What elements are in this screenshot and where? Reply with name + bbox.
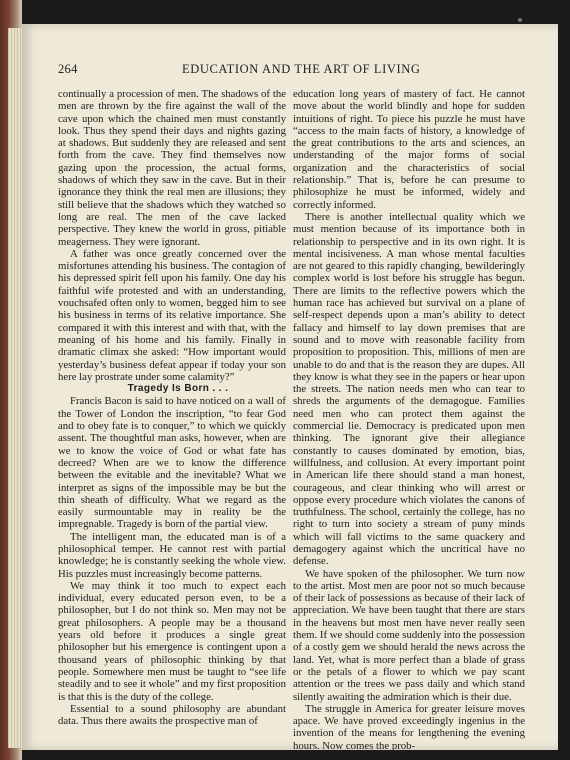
left-paragraph-1: continually a procession of men. The shadows of the men are thrown by the fire against the wall of the cave upon which the chained men must constantly look. Thus they spend their days and nights gazing at shadows. But suddenly they are released and sent forth from the cave. They find themselves now gazing upon the procession, the actual forms, shadows of which they saw in the cave. But in their ignorance they think the real men are illusions; they still believe that the shadows which they watched so long are real. The men of the cave lacked perspective. They knew the world in gross, pitiable meagerness. They were ignorant. (58, 88, 286, 248)
left-paragraph-6: Essential to a sound philosophy are abundant data. Thus there awaits the prospective man of (58, 702, 286, 728)
left-paragraph-3: Francis Bacon is said to have noticed on a wall of the Tower of London the inscription, “to fear God and to obey fate is to conquer,” to which we quickly assent. The thoughtful man asks, however, when are we to know the voice of God or what fate has decreed? When are we to know the difference between the evitable and the inevitable? What we interpret as signs of the impossible may be but the thin sheath of difficulty. What we regard as the easily surmountable may in reality be the impregnable. Tragedy is born of the partial view. (58, 395, 286, 531)
running-title: EDUCATION AND THE ART OF LIVING (182, 62, 421, 76)
page-header (22, 62, 558, 78)
page-speck (518, 18, 522, 22)
page-number: 264 (58, 62, 78, 76)
right-paragraph-4: The struggle in America for greater leisure moves apace. We have proved exceedingly ingenius in the invention of the means for lengthening the evening hours. Now comes the prob- (293, 702, 525, 752)
left-paragraph-4: The intelligent man, the educated man is of a philosophical temper. He cannot rest with partial knowledge; he is constantly seeking the whole view. His puzzles must increasingly become patterns. (58, 530, 286, 580)
section-subheading: Tragedy Is Born . . . (127, 383, 229, 395)
left-paragraph-5: We may think it too much to expect each individual, every educated person even, to be a philosopher, but I do not think so. Men may not be great philosophers. A people may be a thousand years old before it produces a single great philosopher but his emergence is contingent upon a thousand years of philosophic thinking by that people. Somewhere men must be taught to “see life steadily and to see it whole” and my first proposition is that this is the duty of the college. (58, 579, 286, 703)
right-column (293, 88, 525, 752)
right-paragraph-2: There is another intellectual quality which we must mention because of its importance both in relationship to perspective and in its own right. It is mental incisiveness. A man whose mental faculties are not geared to this rapidly changing, bewilderingly complex world is lost before his struggle has begun. There are limits to the reflective powers which the human race has achieved but survival on a plane of self-respect depends upon a man’s ability to detect fallacy and himself to lay down premises that are sound and to move with reasonable facility from proposition to proposition. This, millions of men are unable to do and that is the reason they are dupes. All they know is what they see in the papers or hear upon the streets. The nation needs men who can tear to shreds the arguments of the demagogue. Families need men who can protect them against the commercial lie. Democracy is predicated upon men thinking. The ignorant give their allegiance constantly to causes dominated by emotion, bias, willfulness, and collusion. At every important point in American life there should stand a man honest, courageous, and clear thinking who will arrest or oppose every procedure which violates the canons of truthfulness. The school, certainly the college, has no right to turn into society a stream of puny minds which will fall victims to the same quackery and demagogery against which the uncritical have no defense. (293, 210, 525, 568)
right-paragraph-1: education long years of mastery of fact. He cannot move about the world blindly and hope for sudden intuitions of right. To piece his puzzle he must have “access to the main facts of history, a knowledge of the great contributions to the arts and sciences, an understanding of the major forms of social organization and the characteristics of social relationship.” That is, before he can presume to philosophize he must be informed, widely and correctly informed. (293, 88, 525, 211)
book-page (22, 24, 558, 750)
right-paragraph-3: We have spoken of the philosopher. We turn now to the artist. Most men are poor not so much because of their lack of possessions as because of their lack of appreciation. We have been taught that there are stars in the heavens but most men have never really seen them. If we should come suddenly into the possession of a costly gem we should herald the news across the land. Yet, what is more perfect than a blade of grass or the petals of a flower to which we pay scant attention or the trees we pass daily and which stand silently awaiting the admiration which is their due. (293, 567, 525, 703)
left-column (58, 88, 286, 727)
left-paragraph-2: A father was once greatly concerned over the misfortunes attending his business. The contagion of his depressed spirit fell upon his family. One day his faithful wife protested and with an understanding, vouchsafed often only to women, begged him to see his business in terms of its relative importance. She compared it with this interest and with that, with the meaning of his home and his family. Finally in dramatic climax she asked: “How important would yesterday’s business defeat appear if today your son here lay prostrate under some calamity?” (58, 247, 286, 383)
